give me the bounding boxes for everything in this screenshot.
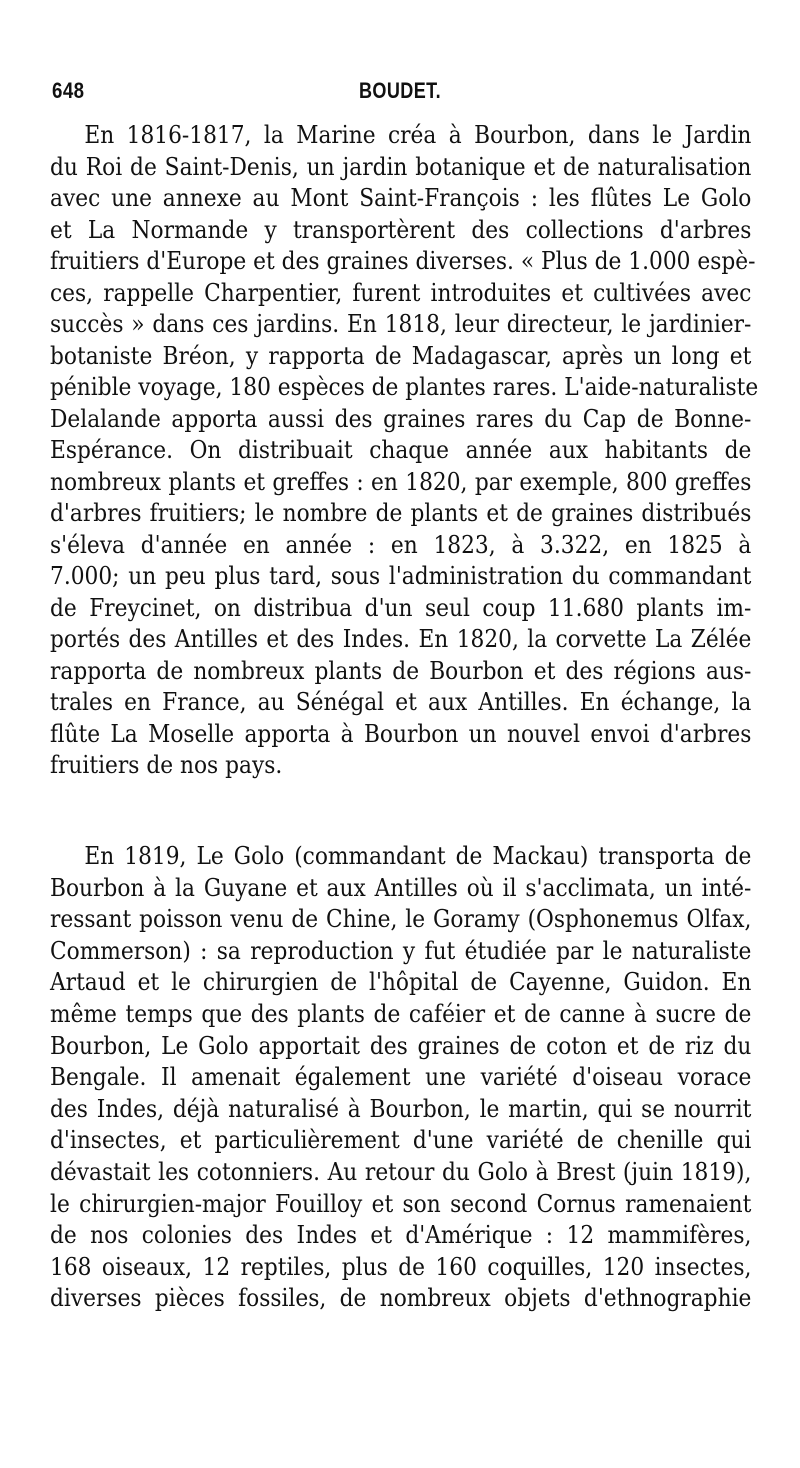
text-line: trales en France, au Sénégal et aux Antilles. En échange, la: [50, 688, 752, 716]
text-line: d'insectes, et particulièrement d'une variété de chenille qui: [50, 1126, 752, 1155]
text-line: Commerson) : sa reproduction y fut étudiée par le naturaliste: [50, 936, 752, 965]
running-head: BOUDET.: [358, 78, 442, 103]
text-line: fruitiers d'Europe et des graines diverses. « Plus de 1.000 espè-: [50, 247, 756, 275]
text-line: rapporta de nombreux plants de Bourbon et des régions aus-: [50, 656, 752, 685]
paragraph: [50, 120, 759, 782]
text-line: même temps que des plants de caféier et de canne à sucre de: [50, 999, 752, 1028]
text-line: succès » dans ces jardins. En 1818, leur directeur, le jardinier-: [50, 310, 752, 338]
text-line: 168 oiseaux, 12 reptiles, plus de 160 coquilles, 120 insectes,: [50, 1252, 752, 1281]
page-number: 648: [52, 78, 85, 103]
text-line: Espérance. On distribuait chaque année aux habitants de: [50, 436, 752, 464]
text-line: portés des Antilles et des Indes. En 1820, la corvette La Zélée: [50, 625, 752, 653]
paragraph: [50, 841, 752, 1315]
text-line: avec une annexe au Mont Saint-François : les flûtes Le Golo: [50, 184, 752, 212]
text-line: le chirurgien-major Fouilloy et son second Cornus ramenaient: [50, 1189, 752, 1218]
text-line: de Freycinet, on distribua d'un seul coup 11.680 plants im-: [50, 593, 752, 622]
page-header: [52, 78, 748, 108]
text-line: botaniste Bréon, y rapporta de Madagascar, après un long et: [50, 341, 752, 370]
text-line: de nos colonies des Indes et d'Amérique : 12 mammifères,: [50, 1221, 752, 1250]
text-line: diverses pièces fossiles, de nombreux objets d'ethnographie: [50, 1284, 752, 1313]
text-line: Artaud et le chirurgien de l'hôpital de Cayenne, Guidon. En: [50, 968, 752, 997]
text-line: ressant poisson venu de Chine, le Goramy (Osphonemus Olfax,: [50, 905, 752, 934]
text-line: s'éleva d'année en année : en 1823, à 3.322, en 1825 à: [50, 530, 752, 559]
text-line: nombreux plants et greffes : en 1820, par exemple, 800 greffes: [50, 467, 752, 496]
text-line: et La Normande y transportèrent des collections d'arbres: [50, 215, 752, 244]
text-line: En 1819, Le Golo (commandant de Mackau) transporta de: [84, 842, 752, 870]
text-line: des Indes, déjà naturalisé à Bourbon, le martin, qui se nourrit: [50, 1094, 752, 1123]
text-line: Bourbon, Le Golo apportait des graines de coton et de riz du: [50, 1031, 752, 1060]
text-line: pénible voyage, 180 espèces de plantes rares. L'aide-naturaliste: [50, 373, 759, 401]
text-line: dévastait les cotonniers. Au retour du Golo à Brest (juin 1819),: [50, 1157, 752, 1186]
text-line: du Roi de Saint-Denis, un jardin botanique et de naturalisation: [50, 152, 752, 181]
text-line: flûte La Moselle apporta à Bourbon un nouvel envoi d'arbres: [50, 719, 752, 748]
text-line: Delalande apporta aussi des graines rares du Cap de Bonne-: [50, 404, 752, 433]
text-line: 7.000; un peu plus tard, sous l'administration du commandant: [50, 562, 752, 590]
text-line: En 1816-1817, la Marine créa à Bourbon, dans le Jardin: [84, 121, 752, 149]
text-line: ces, rappelle Charpentier, furent introduites et cultivées avec: [50, 278, 752, 307]
text-line: d'arbres fruitiers; le nombre de plants et de graines distribués: [50, 499, 752, 527]
text-line: Bourbon à la Guyane et aux Antilles où il s'acclimata, un inté-: [50, 873, 752, 902]
text-line: Bengale. Il amenait également une variété d'oiseau vorace: [50, 1063, 752, 1092]
text-line: fruitiers de nos pays.: [50, 751, 283, 779]
